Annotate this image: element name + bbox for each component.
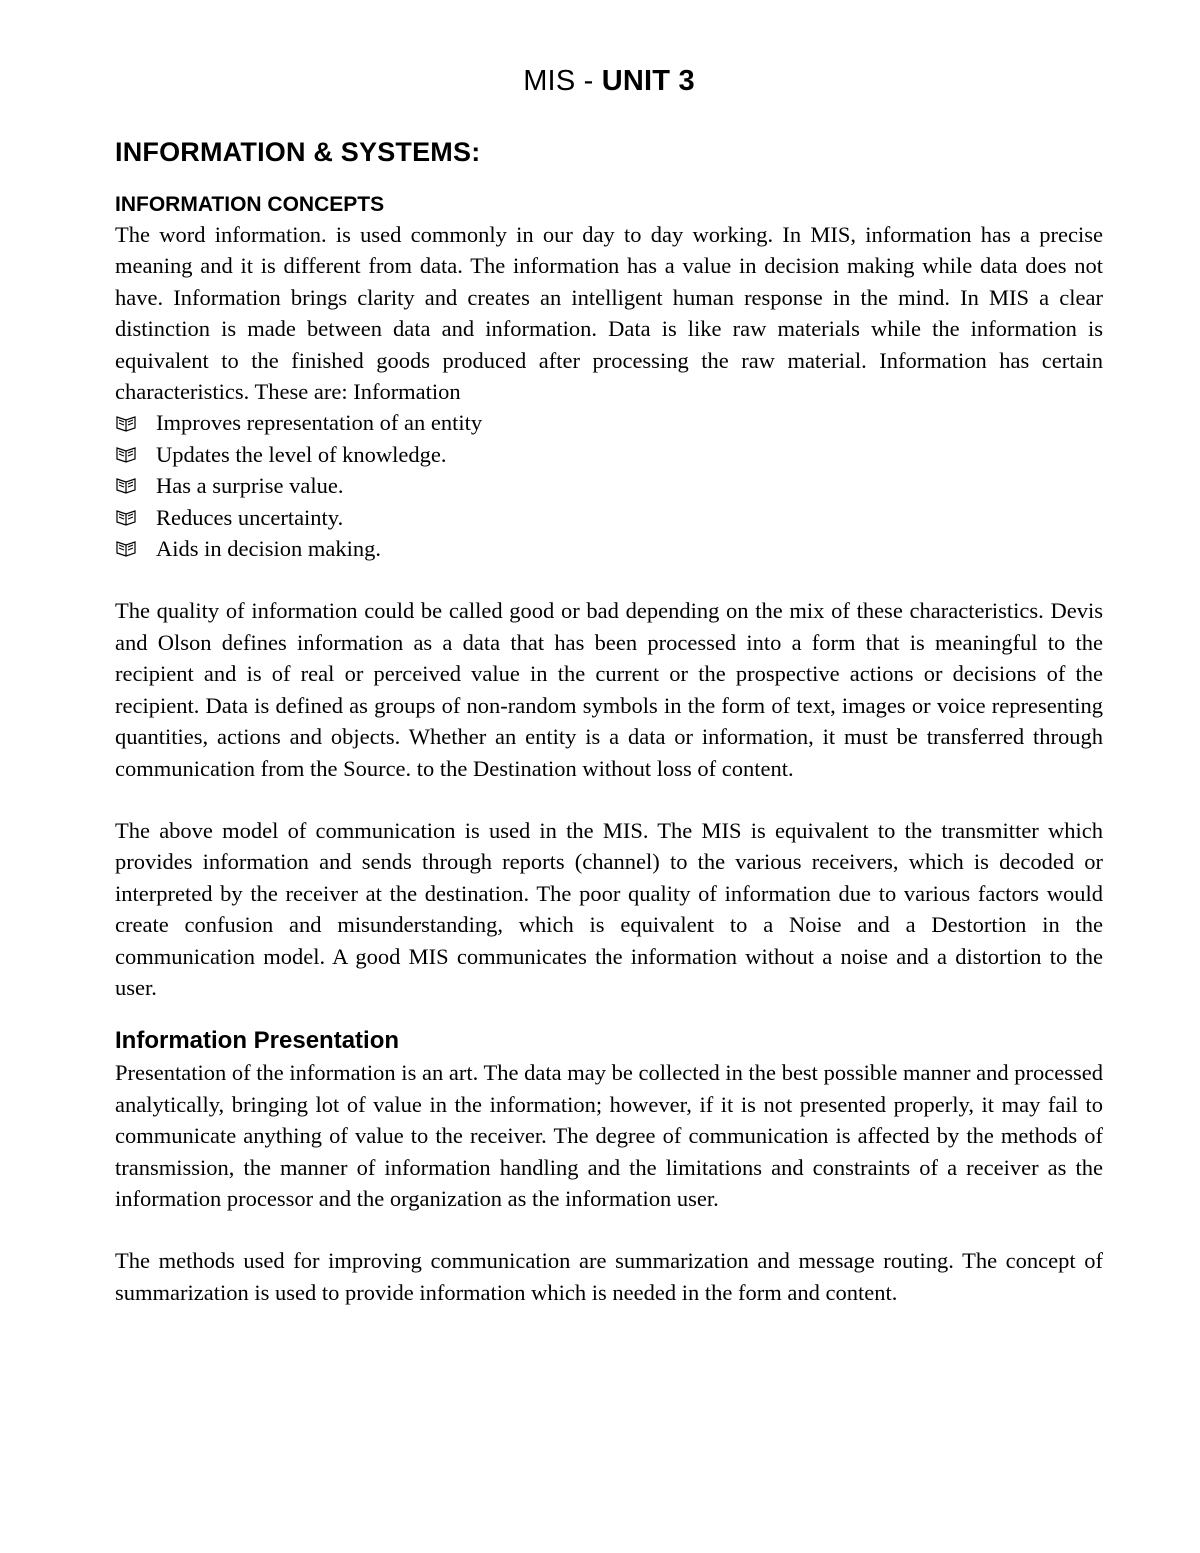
title-prefix: MIS - (523, 65, 602, 97)
list-item-text: Updates the level of knowledge. (156, 441, 447, 467)
title-unit: UNIT 3 (601, 65, 695, 97)
book-icon (115, 470, 156, 501)
list-item (115, 470, 1103, 501)
list-item (115, 533, 1103, 564)
concepts-heading: INFORMATION CONCEPTS (115, 193, 385, 216)
book-icon (115, 502, 156, 533)
document-title (115, 58, 1103, 104)
book-icon (115, 533, 156, 564)
list-item (115, 502, 1103, 533)
list-item-text: Improves representation of an entity (156, 410, 483, 436)
document-page (115, 58, 1103, 1308)
list-item (115, 407, 1103, 438)
list-item-text: Has a surprise value. (156, 473, 344, 499)
presentation-paragraph-2: The methods used for improving communication are summarization and message routing. The concept of summarization is used to provide information which is needed in the form and content. (115, 1248, 1103, 1305)
book-icon (115, 439, 156, 470)
list-item (115, 439, 1103, 470)
list-item-text: Reduces uncertainty. (156, 504, 344, 530)
list-item-text: Aids in decision making. (156, 536, 381, 562)
concepts-paragraph-1: The word information. is used commonly in our day to day working. In MIS, information has a precise meaning and it is different from data. The information has a value in decision making while data does not have. Information brings clarity and creates an intelligent human response in the mind. In MIS a clear distinction is made between data and information. Data is like raw materials while the information is equivalent to the finished goods produced after processing the raw material. Information has certain characteristics. These are: Information (115, 222, 1103, 405)
book-icon (115, 408, 156, 439)
characteristics-list (115, 407, 1103, 564)
concepts-paragraph-3: The above model of communication is used in the MIS. The MIS is equivalent to the transmitter which provides information and sends through reports (channel) to the various receivers, which is decoded or interpreted by the receiver at the destination. The poor quality of information due to various factors would create confusion and misunderstanding, which is equivalent to a Noise and a Destortion in the communication model. A good MIS communicates the information without a noise and a distortion to the user. (115, 817, 1103, 1000)
concepts-paragraph-2: The quality of information could be called good or bad depending on the mix of these characteristics. Devis and Olson defines information as a data that has been processed into a form that is meaningful to the recipient and is of real or perceived value in the current or the prospective actions or decisions of the recipient. Data is defined as groups of non-random symbols in the form of text, images or voice representing quantities, actions and objects. Whether an entity is a data or information, it must be transferred through communication from the Source. to the Destination without loss of content. (115, 598, 1103, 781)
presentation-paragraph-1: Presentation of the information is an art. The data may be collected in the best possible manner and processed analytically, bringing lot of value in the information; however, if it is not presented properly, it may fail to communicate anything of value to the receiver. The degree of communication is affected by the methods of transmission, the manner of information handling and the limitations and constraints of a receiver as the information processor and the organization as the information user. (115, 1060, 1103, 1211)
section-title: INFORMATION & SYSTEMS: (115, 137, 481, 167)
presentation-heading: Information Presentation (115, 1027, 400, 1055)
